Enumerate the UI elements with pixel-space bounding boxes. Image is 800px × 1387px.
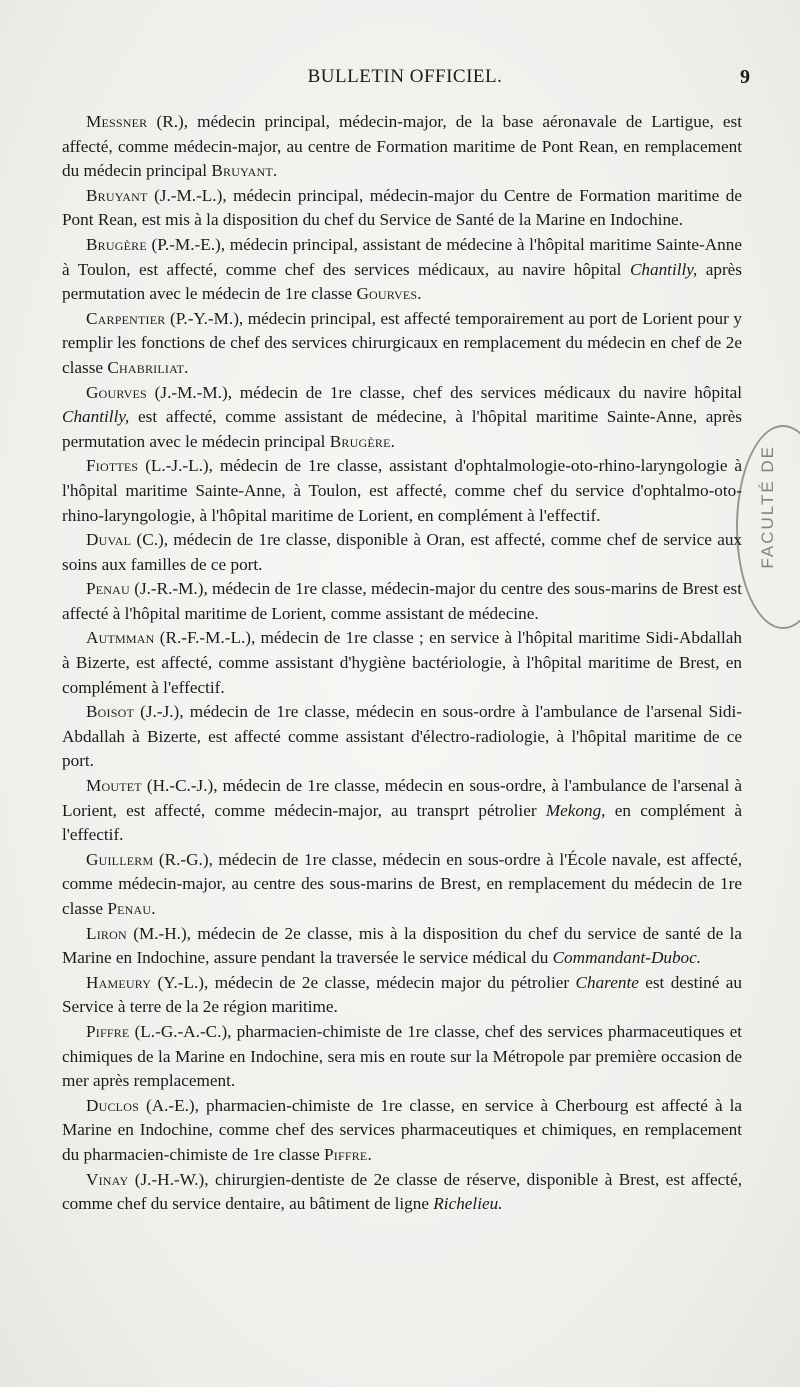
ship-name: Chantilly, — [62, 407, 130, 427]
person-name: Boisot — [86, 702, 134, 722]
decree-entry — [62, 848, 742, 922]
entry-text: (J.-H.-W.), chirurgien-dentiste de 2e classe de réserve, disponible à Brest, est affecté, comme chef du service dentaire, au bâtiment de ligne — [62, 1169, 742, 1214]
entry-text: (A.-E.), pharmacien-chimiste de 1re classe, en service à Cherbourg est affecté à la Marine en Indochine, comme chef des services pharmaceutiques et chimiques, en remplacement du pharmacien-chimiste de 1re classe — [62, 1095, 742, 1164]
running-head: BULLETIN OFFICIEL. — [307, 66, 503, 87]
document-body — [62, 110, 742, 1217]
referenced-name: Penau. — [107, 899, 156, 918]
person-name: Autmman — [86, 628, 155, 648]
decree-entry — [62, 626, 742, 700]
entry-text: (R.-G.), médecin de 1re classe, médecin en sous-ordre à l'École navale, est affecté, comme médecin-major, au centre des sous-marins de Brest, en remplacement du médecin de 1re classe — [62, 849, 742, 918]
decree-entry — [62, 700, 742, 774]
ship-name: Mekong, — [545, 800, 606, 820]
decree-entry — [62, 774, 742, 848]
decree-entry — [62, 307, 742, 381]
entry-text-continued: en complément à l'effectif. — [62, 800, 743, 845]
decree-entry — [62, 577, 742, 626]
entry-text: (P.-Y.-M.), médecin principal, est affecté temporairement au port de Lorient pour y remplir les fonctions de chef des services chirurgicaux en remplacement du médecin en chef de 2e classe — [62, 308, 742, 377]
entry-text: (Y.-L.), médecin de 2e classe, médecin major du pétrolier — [157, 972, 570, 992]
decree-entry — [62, 922, 742, 971]
page-number: 9 — [740, 66, 750, 88]
ship-name: Richelieu. — [433, 1194, 503, 1214]
person-name: Hameury — [86, 972, 152, 992]
ship-name: Charente — [575, 972, 639, 992]
entry-text-continued: est destiné au Service à terre de la 2e région maritime. — [62, 972, 743, 1017]
entry-text: (L.-G.-A.-C.), pharmacien-chimiste de 1re classe, chef des services pharmaceutiques et chimiques de la Marine en Indochine, sera mis en route sur la Métropole par première occasion de mer après remplacement. — [62, 1021, 742, 1091]
ship-name: Chantilly, — [629, 259, 698, 279]
entry-text: (R.-F.-M.-L.), médecin de 1re classe ; en service à l'hôpital maritime Sidi-Abdallah à Bizerte, est affecté, comme assistant d'hygiène bactériologie, à l'hôpital maritime de Brest, en complément à l'effectif. — [62, 628, 742, 697]
entry-text: (P.-M.-E.), médecin principal, assistant de médecine à l'hôpital maritime Sainte-Anne à Toulon, est affecté, comme chef des services médicaux, au navire hôpital — [62, 234, 743, 279]
referenced-name: Bruyant. — [211, 161, 278, 181]
entry-text: (L.-J.-L.), médecin de 1re classe, assistant d'ophtalmologie-oto-rhino-laryngologie à l'hôpital maritime Sainte-Anne, à Toulon, est affecté, comme chef du service d'ophtalmo-oto-rhino-laryngologie, à l'hôpital maritime de Lorient, en complément à l'effectif. — [62, 456, 743, 525]
person-name: Duval — [86, 530, 132, 550]
library-stamp-text: FACULTÉ DE — [758, 445, 777, 569]
person-name: Moutet — [86, 776, 142, 796]
entry-text: (J.-M.-L.), médecin principal, médecin-major du Centre de Formation maritime de Pont Rean, est mis à la disposition du chef du Service de Santé de la Marine en Indochine. — [62, 185, 742, 230]
person-name: Messner — [86, 112, 148, 131]
person-name: Duclos — [86, 1095, 139, 1115]
decree-entry — [62, 184, 742, 233]
referenced-name: Chabriliat. — [107, 357, 189, 377]
referenced-name: Piffre. — [324, 1144, 372, 1164]
decree-entry — [62, 528, 742, 577]
person-name: Vinay — [86, 1169, 129, 1189]
entry-text: (R.), médecin principal, médecin-major, de la base aéronavale de Lartigue, est affecté, comme médecin-major, au centre de Formation maritime de Pont Rean, en remplacement du médecin principal — [62, 112, 743, 181]
ship-name: Commandant-Duboc. — [552, 948, 702, 968]
referenced-name: Brugère. — [329, 431, 396, 451]
person-name: Brugère — [86, 234, 147, 254]
entry-text: (J.-M.-M.), médecin de 1re classe, chef des services médicaux du navire hôpital — [154, 382, 742, 402]
person-name: Guillerm — [86, 849, 154, 869]
entry-text: (C.), médecin de 1re classe, disponible à Oran, est affecté, comme chef de service aux soins aux familles de ce port. — [62, 530, 743, 574]
decree-entry — [62, 233, 742, 307]
person-name: Fiottes — [86, 456, 139, 476]
entry-text-continued: est affecté, comme assistant de médecine, à l'hôpital maritime Sainte-Anne, après permutation avec le médecin principal — [62, 407, 742, 451]
referenced-name: Gourves. — [356, 284, 422, 304]
decree-entry — [62, 110, 742, 184]
person-name: Gourves — [86, 382, 147, 402]
entry-text-continued: après permutation avec le médecin de 1re classe — [62, 259, 742, 304]
decree-entry — [62, 1094, 742, 1168]
decree-entry — [62, 1020, 742, 1094]
decree-entry — [62, 971, 742, 1020]
decree-entry — [62, 454, 742, 528]
page-header — [60, 62, 750, 92]
decree-entry — [62, 381, 742, 455]
person-name: Penau — [86, 579, 130, 599]
entry-text: (J.-J.), médecin de 1re classe, médecin en sous-ordre à l'ambulance de l'arsenal Sidi-Abdallah à Bizerte, est affecté comme assistant d'électro-radiologie, à l'hôpital maritime de ce port. — [62, 702, 743, 771]
entry-text: (M.-H.), médecin de 2e classe, mis à la disposition du chef du service de santé de la Marine en Indochine, assure pendant la traversée le service médical du — [62, 923, 742, 968]
person-name: Piffre — [86, 1021, 130, 1041]
entry-text: (H.-C.-J.), médecin de 1re classe, médecin en sous-ordre, à l'ambulance de l'arsenal à Lorient, est affecté, comme médecin-major, au transprt pétrolier — [62, 776, 742, 820]
person-name: Carpentier — [86, 308, 166, 328]
person-name: Bruyant — [86, 185, 148, 205]
decree-entry — [62, 1168, 742, 1217]
entry-text: (J.-R.-M.), médecin de 1re classe, médecin-major du centre des sous-marins de Brest est affecté à l'hôpital maritime de Lorient, comme assistant de médecine. — [62, 579, 743, 623]
person-name: Liron — [86, 923, 127, 943]
